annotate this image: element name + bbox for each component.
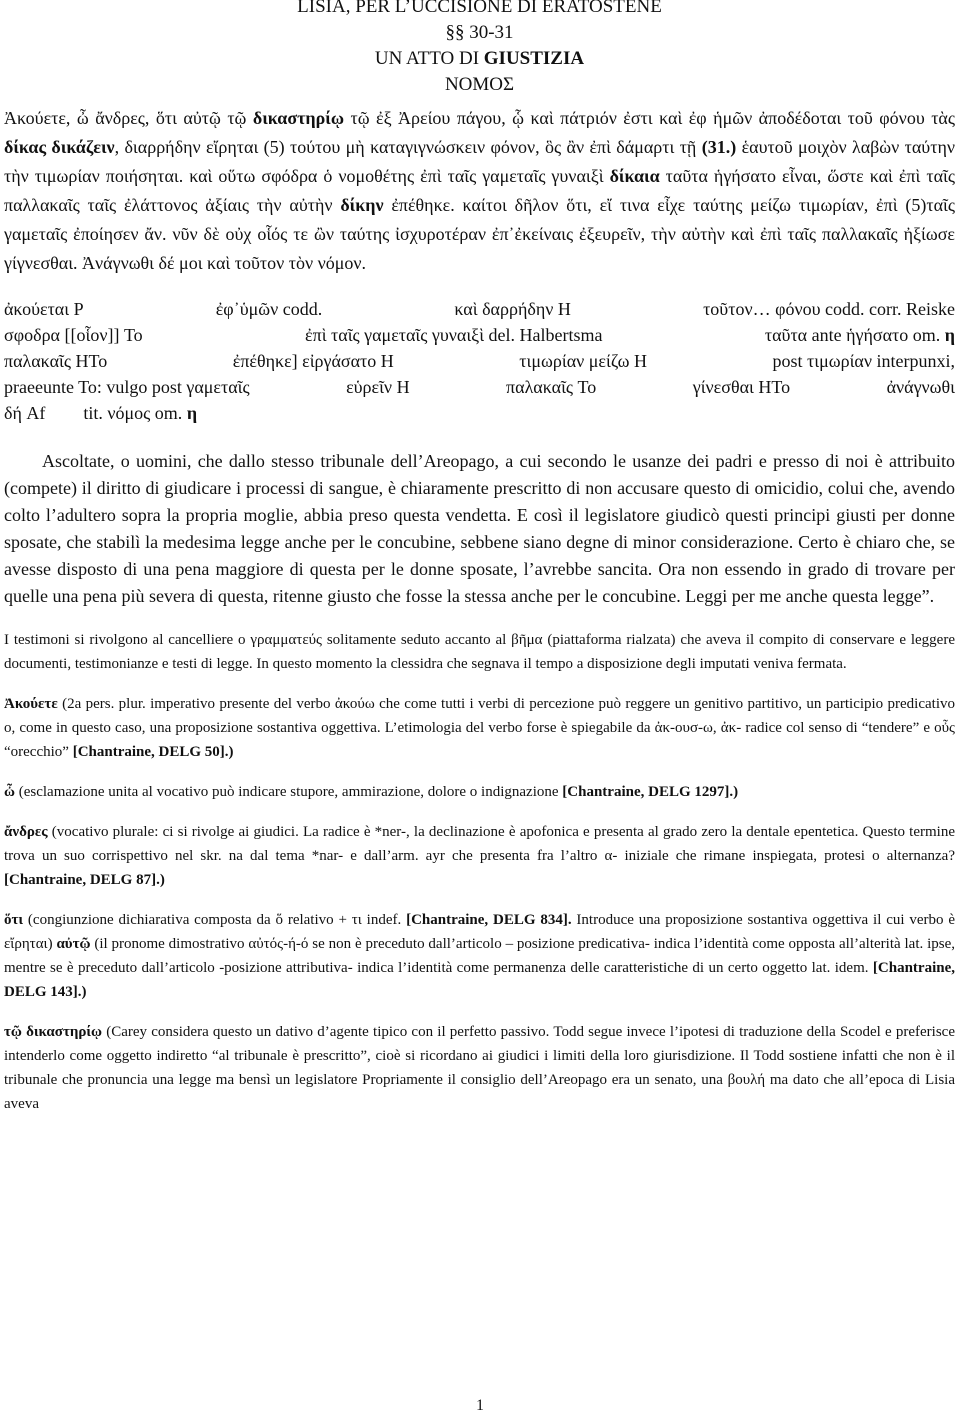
italian-translation: Ascoltate, o uomini, che dallo stesso tribunale dell’Areopago, a cui secondo le usanze dei padri e presso di noi è attribuito (compete) il diritto di giudicare i processi di sangue, è chiaramente prescritto di non accusare questo di omicidio, colui che, avendo colto l’adultero sopra la propria moglie, abbia preso questa vendetta. E così il legislatore giudicò questi principi giusti per donne sposate, che stabilì la medesima legge anche per le concubine, sebbene siano degne di minor considerazione. Certo è chiaro che, se avesse disposto di una pena maggiore di questa per le donne sposate, l’avrebbe sancita. Ora non essendo in grado di trovare per quelle una pena più severa di questa, ritenne giusto che fosse la stessa anche per le concubine. Leggi per me anche questa legge”.	[4, 451, 955, 606]
note-paragraph: I testimoni si rivolgono al cancelliere o γραμματεύς solitamente seduto accanto al βῆμα (piattaforma rialzata) che aveva il compito di conservare e leggere documenti, testimonianze e testi di legge. In questo momento la clessidra che segnava il tempo a disposizione degli imputati veniva fermata.	[4, 632, 955, 672]
document-title: LISIA, PER L’UCCISIONE DI ERATOSTENE	[297, 0, 662, 17]
greek-text: Ἀκούετε, ὦ ἄνδρες, ὅτι αὐτῷ τῷ δικαστηρίῳ τῷ ἐξ Ἀρείου πάγου, ᾧ καὶ πάτριόν ἐστι καὶ ἐφ ἡμῶν ἀποδέδοται τοῦ φόνου τὰς δίκας δικάζειν, διαρρήδην εἴρηται (5) τούτου μὴ καταγιγνώσκειν φόνον, ὃς ἂν ἐπὶ δάμαρτι τῇ (31.) ἑαυτοῦ μοιχὸν λαβὼν ταύτην τὴν τιμωρίαν ποιήσηται. καὶ οὕτω σφόδρα ὁ νομοθέτης ἐπὶ ταῖς γαμεταῖς γυναιξὶ δίκαια ταῦτα ἡγήσατο εἶναι, ὥστε καὶ ἐπὶ ταῖς παλλακαῖς ταῖς ἐλάττονος ἀξίαις τὴν αὐτὴν δίκην ἐπέθηκε. καίτοι δῆλον ὅτι, εἴ τινα εἶχε ταύτης μείζω τιμωρίαν, ἐπὶ (5)ταῖς γαμεταῖς ἐποίησεν ἄν. νῦν δὲ οὐχ οἷός τε ὢν ταύτης ἰσχυροτέραν ἐπ᾽ἐκείναις ἐξευρεῖν, τὴν αὐτὴν καὶ ἐπὶ ταῖς παλλακαῖς ἠξίωσε γίγνεσθαι. Ἀνάγνωθι δέ μοι καὶ τοῦτον τὸν νόμον.	[4, 108, 955, 273]
apparatus-line: παλακαῖς HTo ἐπέθηκε] εἰργάσατο H τιμωρίαν μείζω H post τιμωρίαν interpunxi,	[4, 351, 955, 371]
note-paragraph: τῷ δικαστηρίῳ (Carey considera questo un dativo d’agente tipico con il perfetto passivo. Todd segue invece l’ipotesi di traduzione della Scodel e preferisce intenderlo come oggetto indiretto “al tribunale è prescritto”, cioè si ricordano ai giudici i limiti della loro giurisdizione. Il Todd sostiene infatti che non è il tribunale che pronuncia una legge ma bensì un legislatore Propriamente il consiglio dell’Areopago era un senato, una βουλή ma dato che all’epoca di Lisia aveva	[4, 1024, 955, 1112]
note-paragraph: ὅτι (congiunzione dichiarativa composta da ὅ relativo + τι indef. [Chantraine, DELG 834]. Introduce una proposizione sostantiva oggettiva il cui verbo è εἴρηται) αὐτῷ (il pronome dimostrativo αὐτός-ή-ό se non è preceduto dall’articolo – posizione predicativa- indica l’identità come opposta all’alterità lat. ipse, mentre se è preceduto dall’articolo -posizione attributiva- indica l’identità come permanenza delle caratteristiche di un certo oggetto lat. idem. [Chantraine, DELG 143].)	[4, 912, 955, 1000]
page-number: 1	[476, 1397, 484, 1414]
law-heading: ΝΟΜΟΣ	[444, 74, 515, 95]
note-paragraph: ἄνδρες (vocativo plurale: ci si rivolge ai giudici. La radice è *ner-, la declinazione è apofonica e presenta al grado zero la dentale epentetica. Questo termine trova un suo corrispettivo nel skr. na dal tema *nar- e dall’arm. ayr che presenta fra l’altro α- iniziale che rimane inspiegata, protesi o alternanza? [Chantraine, DELG 87].)	[4, 824, 955, 888]
section-reference: §§ 30-31	[445, 22, 514, 43]
apparatus-line: ἀκούεται P ἐφ᾽ὑμῶν codd. καὶ δαρρήδην H τοῦτον… φόνου codd. corr. Reiske	[4, 299, 955, 319]
note-paragraph: ὦ (esclamazione unita al vocativo può indicare stupore, ammirazione, dolore o indignazione [Chantraine, DELG 1297].)	[4, 784, 739, 800]
apparatus-line: praeeunte To: vulgo post γαμεταῖς εὑρεῖν H παλακαῖς To γίνεσθαι HTo ἀνάγνωθι	[4, 377, 955, 397]
section-subtitle: UN ATTO DI GIUSTIZIA	[374, 48, 585, 69]
apparatus-line: δή Af tit. νόμος om. η	[4, 403, 198, 423]
document-header	[4, 0, 955, 98]
note-paragraph: Ἀκούετε (2a pers. plur. imperativo presente del verbo ἀκούω che come tutti i verbi di percezione può reggere un genitivo partitivo, un participio predicativo o, come in questo caso, una proposizione sostantiva oggettiva. L’etimologia del verbo forse è spiegabile da ἀκ-ουσ-ω, ἀκ- radice col senso di “tendere” e οὖς “orecchio” [Chantraine, DELG 50].)	[4, 696, 955, 760]
critical-apparatus	[4, 296, 955, 426]
apparatus-line: σφοδρα [[οἷον]] To ἐπὶ ταῖς γαμεταῖς γυναιξὶ del. Halbertsma ταῦτα ante ἡγήσατο om. η	[4, 325, 955, 345]
